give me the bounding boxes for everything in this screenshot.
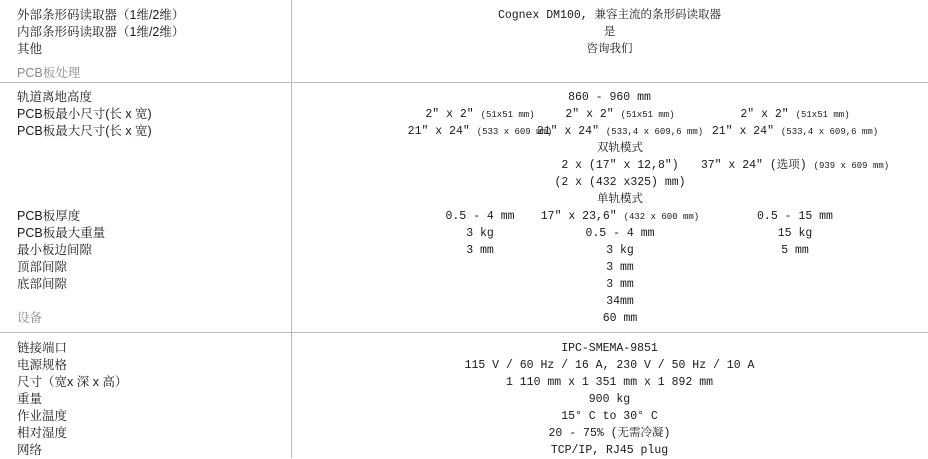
- row-value-col3: 0.5 - 15 mm: [757, 210, 833, 223]
- row-label: 外部条形码读取器（1维/2维）: [17, 8, 185, 22]
- row-value: 咨询我们: [586, 43, 633, 56]
- section-barcode: [0, 0, 928, 82]
- table-row: [0, 89, 928, 106]
- row-label: 相对湿度: [17, 426, 68, 440]
- table-row: [0, 425, 928, 442]
- value-text: 37″ x 24″ (选项): [700, 159, 807, 172]
- table-row: [0, 357, 928, 374]
- table-row: [0, 174, 928, 191]
- value-note: (939 x 609 mm): [813, 161, 890, 171]
- row-value-col1: 3 mm: [466, 244, 494, 257]
- row-label: PCB板最大重量: [17, 226, 106, 240]
- table-row: [0, 140, 928, 157]
- table-row: [0, 374, 928, 391]
- value-note: (51x51 mm): [620, 110, 675, 120]
- row-label: 重量: [17, 392, 43, 406]
- row-value: 1 110 mm x 1 351 mm x 1 892 mm: [505, 376, 714, 389]
- row-value-col2: 3 mm: [606, 261, 634, 274]
- table-row: [0, 276, 928, 293]
- table-row: [0, 242, 928, 259]
- row-value-col2: 60 mm: [602, 312, 638, 325]
- table-row: [0, 293, 928, 310]
- row-label: 尺寸（宽x 深 x 高）: [17, 375, 128, 389]
- row-value: Cognex DM100, 兼容主流的条形码读取器: [497, 9, 722, 22]
- section-equipment: [0, 333, 928, 459]
- value-text: 2″ x 2″: [565, 108, 614, 121]
- value-text: 2″ x 2″: [425, 108, 474, 121]
- row-value-col2: 3 mm: [606, 278, 634, 291]
- value-text: 21″ x 24″: [407, 125, 470, 138]
- row-value-col2: 2 x (17″ x 12,8″): [561, 159, 679, 172]
- table-row: [0, 391, 928, 408]
- row-value-col1: 3 kg: [466, 227, 494, 240]
- value-note: (432 x 600 mm): [623, 212, 700, 222]
- row-value: IPC-SMEMA-9851: [561, 342, 658, 355]
- row-value-col3: [680, 106, 910, 124]
- row-label: PCB板最小尺寸(长 x 宽): [17, 107, 152, 121]
- section-pcb-handling: [0, 83, 928, 332]
- row-label: PCB板处理: [17, 66, 81, 80]
- row-value: 115 V / 60 Hz / 16 A, 230 V / 50 Hz / 10 A: [464, 359, 755, 372]
- row-value-col3: 15 kg: [777, 227, 813, 240]
- row-value: 15° C to 30° C: [561, 410, 658, 423]
- table-row: [0, 58, 928, 82]
- row-value-col2: (2 x (432 x325) mm): [554, 176, 686, 189]
- table-row: [0, 106, 928, 123]
- row-label: 设备: [17, 311, 43, 325]
- row-value-col2: 单轨模式: [597, 193, 643, 206]
- row-value: 860 - 960 mm: [568, 91, 651, 104]
- value-text: 21″ x 24″: [711, 125, 774, 138]
- row-label: 电源规格: [17, 358, 68, 372]
- row-label: 最小板边间隙: [17, 243, 93, 257]
- row-value-col3: [680, 123, 910, 141]
- table-row: [0, 24, 928, 41]
- row-label: 顶部间隙: [17, 260, 68, 274]
- table-row: [0, 208, 928, 225]
- value-note: (533 x 609 mm): [476, 127, 553, 137]
- table-row: [0, 225, 928, 242]
- table-row: [0, 123, 928, 140]
- table-row: [0, 442, 928, 459]
- row-label: 网络: [17, 443, 43, 457]
- value-note: (51x51 mm): [480, 110, 535, 120]
- row-label: PCB板最大尺寸(长 x 宽): [17, 124, 152, 138]
- table-row: [0, 340, 928, 357]
- row-value-col1: 0.5 - 4 mm: [445, 210, 515, 223]
- row-label: 底部间隙: [17, 277, 68, 291]
- row-label: PCB板厚度: [17, 209, 81, 223]
- row-value: 900 kg: [588, 393, 631, 406]
- value-note: (533,4 x 609,6 mm): [605, 127, 704, 137]
- row-value: 20 - 75% (无需冷凝): [548, 427, 671, 440]
- value-text: 2″ x 2″: [740, 108, 789, 121]
- row-value-col2: 0.5 - 4 mm: [585, 227, 655, 240]
- table-row: [0, 408, 928, 425]
- row-value: TCP/IP, RJ45 plug: [550, 444, 669, 457]
- table-row: [0, 191, 928, 208]
- row-label: 链接端口: [17, 341, 68, 355]
- value-note: (51x51 mm): [795, 110, 850, 120]
- row-label: 其他: [17, 42, 43, 56]
- row-label: 内部条形码读取器（1维/2维）: [17, 25, 185, 39]
- table-row: [0, 259, 928, 276]
- row-value-col3: [680, 157, 910, 175]
- row-value: 是: [603, 26, 616, 39]
- value-text: 21″ x 24″: [536, 125, 599, 138]
- row-label: 轨道离地高度: [17, 90, 93, 104]
- value-note: (533,4 x 609,6 mm): [780, 127, 879, 137]
- row-value-col2: 3 kg: [606, 244, 634, 257]
- value-text: 17″ x 23,6″: [540, 210, 617, 223]
- table-row: [0, 310, 928, 332]
- table-row: [0, 7, 928, 24]
- row-value-col2: 34mm: [606, 295, 634, 308]
- row-label: 作业温度: [17, 409, 68, 423]
- table-row: [0, 157, 928, 174]
- table-row: [0, 41, 928, 58]
- row-value-col3: 5 mm: [781, 244, 809, 257]
- row-value-col2: 双轨模式: [597, 142, 643, 155]
